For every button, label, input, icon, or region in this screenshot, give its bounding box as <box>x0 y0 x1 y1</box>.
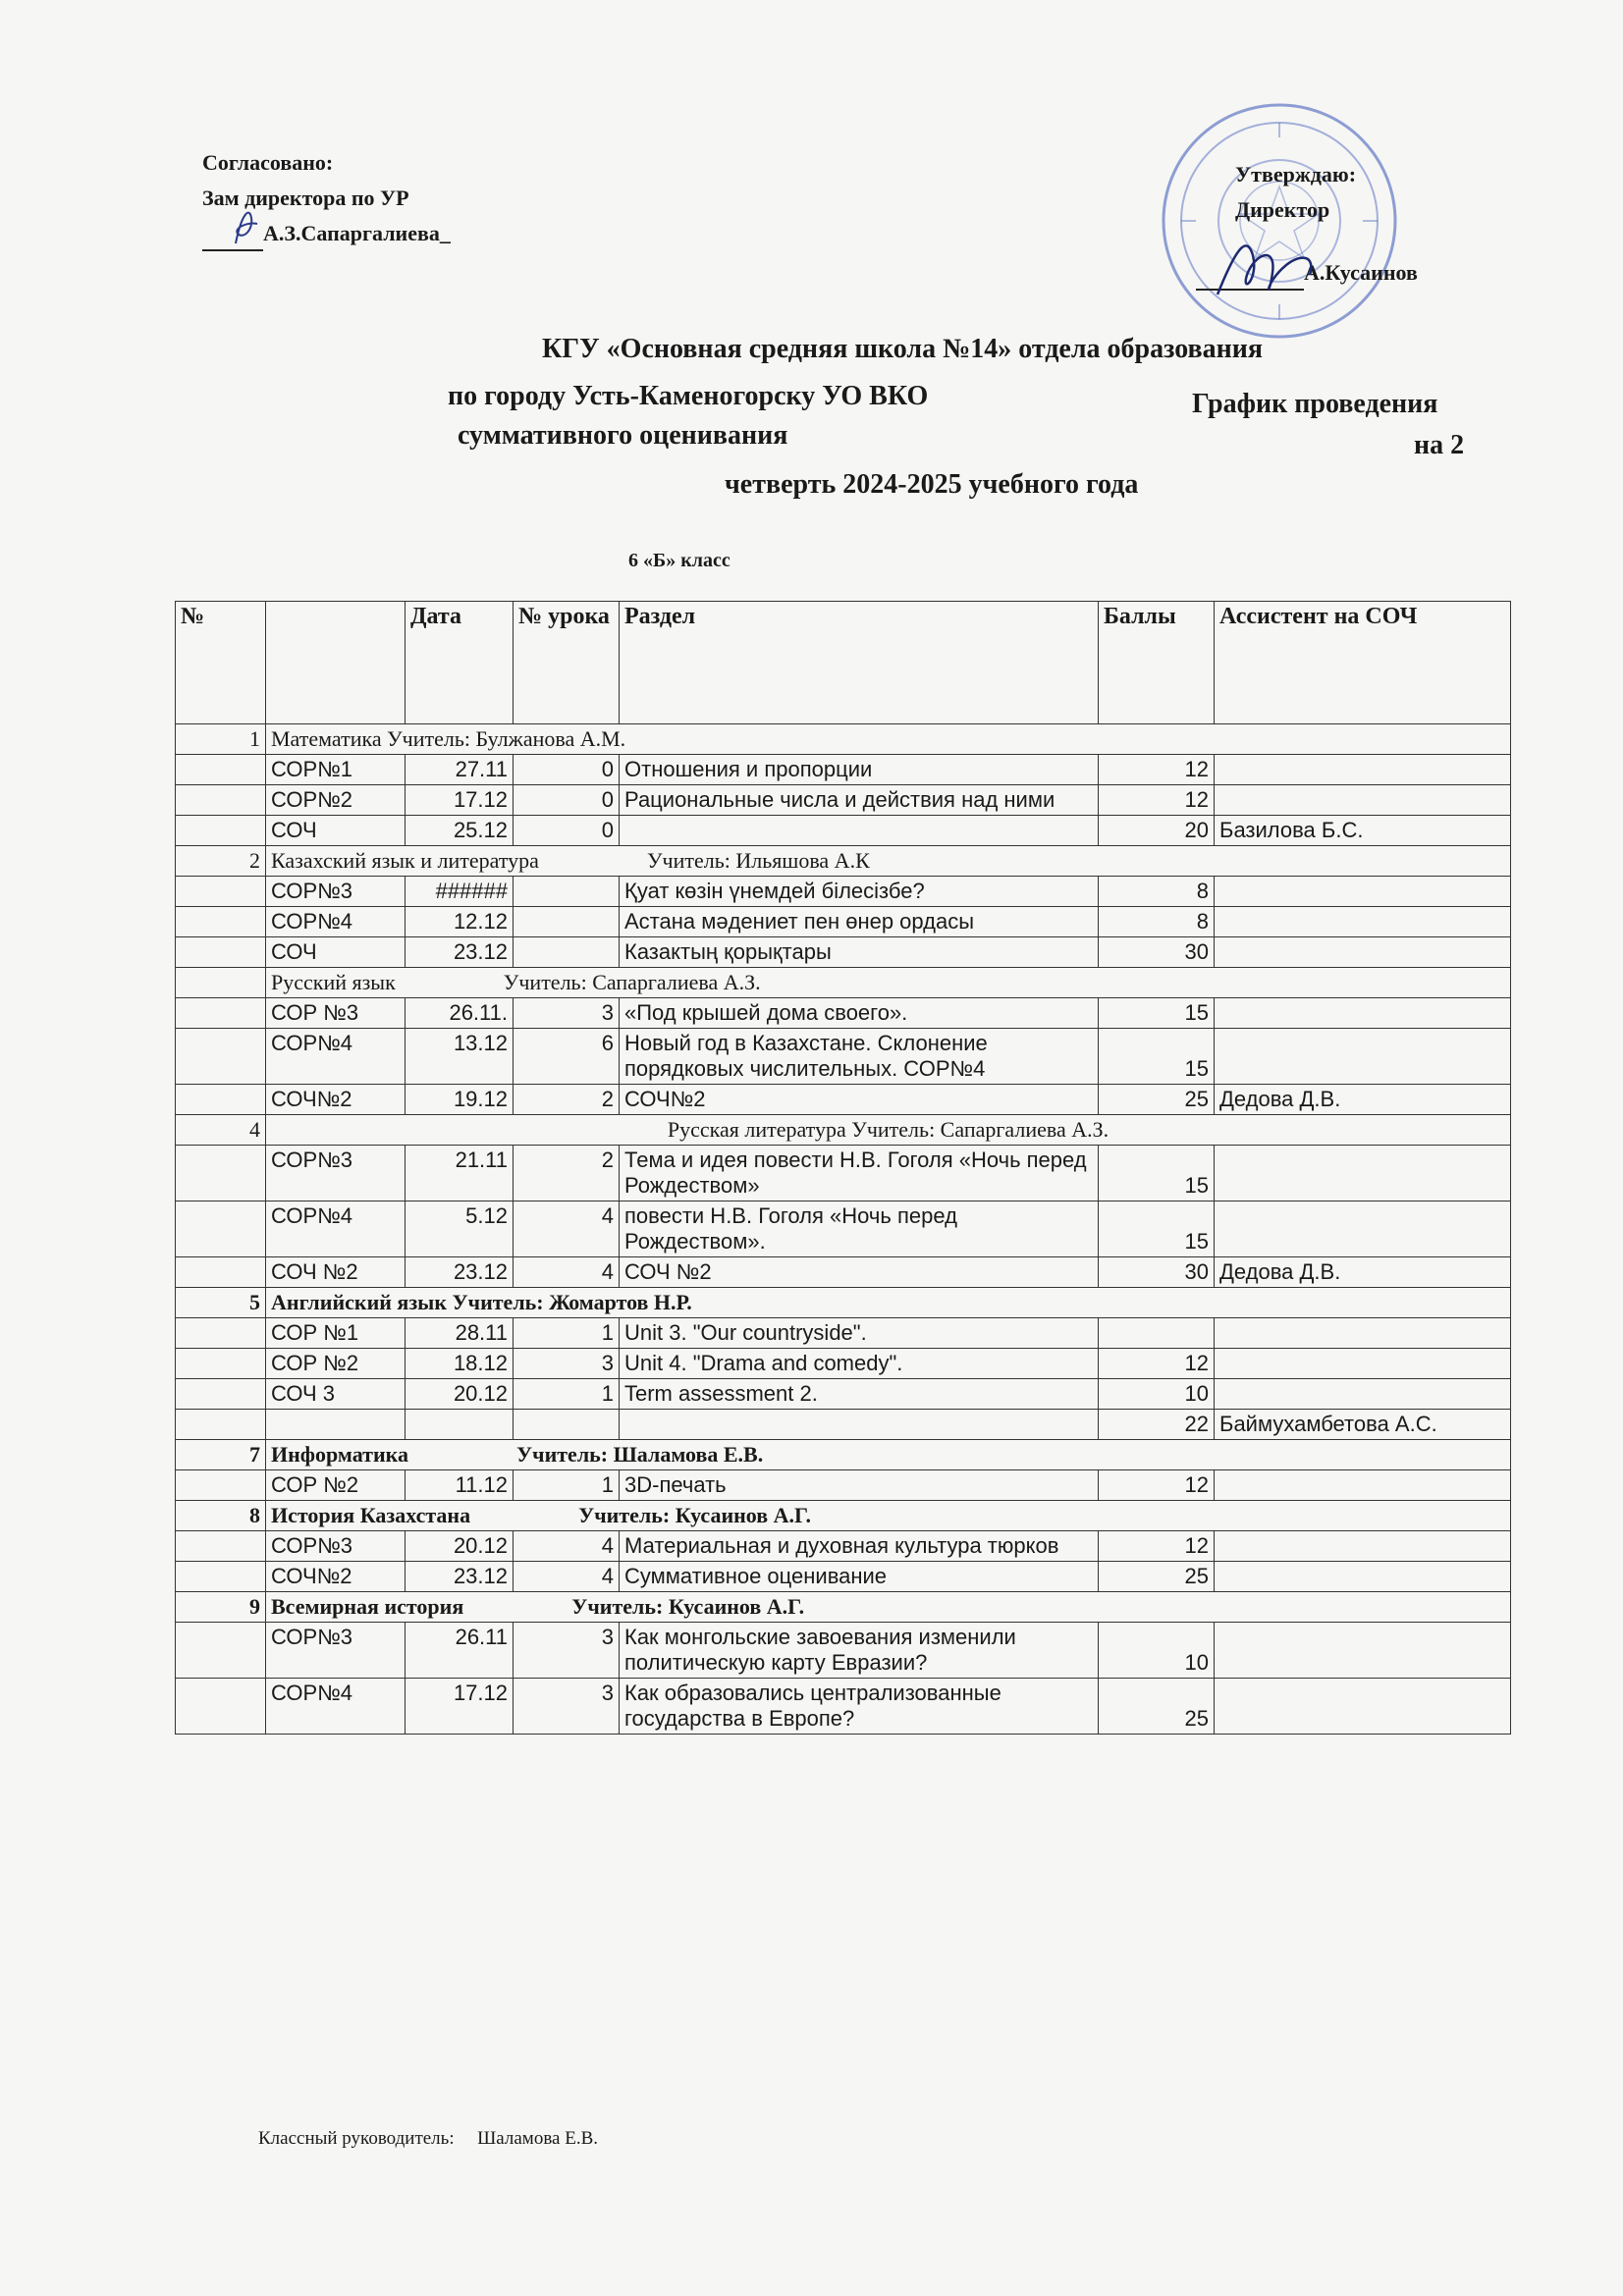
assessment-date: 11.12 <box>406 1470 514 1501</box>
assistant-name <box>1215 937 1511 968</box>
assessment-date: 20.12 <box>406 1379 514 1410</box>
subject-name: Казахский язык и литература <box>271 848 539 873</box>
assessment-name: СОР №2 <box>266 1349 406 1379</box>
title-line-3-left: суммативного оценивания <box>458 420 788 451</box>
points-value: 12 <box>1099 1531 1215 1562</box>
assistant-name <box>1215 1349 1511 1379</box>
header-num: № <box>176 602 266 724</box>
agreed-title: Согласовано: <box>202 150 334 175</box>
subject-name: Русская литература Учитель: Сапаргалиева А.З. <box>667 1117 1109 1142</box>
lesson-number: 3 <box>514 998 620 1029</box>
assistant-name: Базилова Б.С. <box>1215 816 1511 846</box>
assessment-name: СОР№1 <box>266 755 406 785</box>
assessment-date: 20.12 <box>406 1531 514 1562</box>
subject-index: 9 <box>176 1592 266 1623</box>
section-title: Қуат көзін үнемдей білесізбе? <box>620 877 1099 907</box>
assessment-name: СОЧ <box>266 937 406 968</box>
assessment-date <box>406 1410 514 1440</box>
subject-title <box>266 1592 1511 1623</box>
assistant-name <box>1215 1679 1511 1735</box>
row-index-cell <box>176 1085 266 1115</box>
lesson-number: 0 <box>514 755 620 785</box>
assessment-name: СОР№4 <box>266 1679 406 1735</box>
section-title: Новый год в Казахстане. Склонение порядковых числительных. СОР№4 <box>620 1029 1099 1085</box>
subject-title <box>266 846 1511 877</box>
lesson-number: 4 <box>514 1562 620 1592</box>
subject-row <box>176 1501 1511 1531</box>
points-value: 12 <box>1099 755 1215 785</box>
assessment-name: СОЧ 3 <box>266 1379 406 1410</box>
subject-name: Русский язык <box>271 970 396 994</box>
subject-teacher: Учитель: Шаламова Е.В. <box>516 1442 764 1467</box>
section-title: «Под крышей дома своего». <box>620 998 1099 1029</box>
section-title <box>620 1410 1099 1440</box>
points-value: 15 <box>1099 1146 1215 1201</box>
assistant-name <box>1215 1318 1511 1349</box>
subject-row <box>176 968 1511 998</box>
assessment-name: СОР№2 <box>266 785 406 816</box>
assistant-name <box>1215 1029 1511 1085</box>
approve-position: Директор <box>1235 197 1330 222</box>
row-index-cell <box>176 998 266 1029</box>
row-index-cell <box>176 877 266 907</box>
lesson-number <box>514 877 620 907</box>
assistant-name <box>1215 1531 1511 1562</box>
assessment-name: СОЧ №2 <box>266 1257 406 1288</box>
subject-row <box>176 1592 1511 1623</box>
header-name <box>266 602 406 724</box>
assistant-name <box>1215 877 1511 907</box>
lesson-number: 6 <box>514 1029 620 1085</box>
section-title: Term assessment 2. <box>620 1379 1099 1410</box>
title-line-2-right: График проведения <box>1192 389 1438 419</box>
assessment-date: 17.12 <box>406 785 514 816</box>
row-index-cell <box>176 1410 266 1440</box>
assessment-row <box>176 1029 1511 1085</box>
subject-row <box>176 724 1511 755</box>
agreed-signature <box>202 224 263 251</box>
class-label: 6 «Б» класс <box>628 550 730 571</box>
assessment-name: СОР №3 <box>266 998 406 1029</box>
assessment-row <box>176 1531 1511 1562</box>
header-lesson: № урока <box>514 602 620 724</box>
lesson-number: 1 <box>514 1470 620 1501</box>
assessment-name: СОР№3 <box>266 1623 406 1679</box>
lesson-number: 3 <box>514 1623 620 1679</box>
lesson-number: 0 <box>514 816 620 846</box>
assessment-date: 18.12 <box>406 1349 514 1379</box>
points-value: 15 <box>1099 1201 1215 1257</box>
points-value <box>1099 1318 1215 1349</box>
lesson-number: 0 <box>514 785 620 816</box>
agreed-trail: _ <box>439 221 451 245</box>
assessment-name: СОЧ№2 <box>266 1085 406 1115</box>
header-date: Дата <box>406 602 514 724</box>
title-line-2-left: по городу Усть-Каменогорску УО ВКО <box>448 381 929 411</box>
footer <box>258 2128 598 2150</box>
assessment-row <box>176 1623 1511 1679</box>
table-header-row <box>176 602 1511 724</box>
assessment-row <box>176 1349 1511 1379</box>
section-title: Суммативное оценивание <box>620 1562 1099 1592</box>
lesson-number: 4 <box>514 1201 620 1257</box>
lesson-number: 3 <box>514 1679 620 1735</box>
row-index-cell <box>176 785 266 816</box>
assessment-name: СОЧ <box>266 816 406 846</box>
assistant-name: Дедова Д.В. <box>1215 1085 1511 1115</box>
row-index-cell <box>176 937 266 968</box>
row-index-cell <box>176 1146 266 1201</box>
subject-row <box>176 1440 1511 1470</box>
handwritten-signature <box>228 204 267 249</box>
points-value: 12 <box>1099 1470 1215 1501</box>
section-title: Отношения и пропорции <box>620 755 1099 785</box>
assessment-row <box>176 1470 1511 1501</box>
assessment-date: 23.12 <box>406 1562 514 1592</box>
header-assistant: Ассистент на СОЧ <box>1215 602 1511 724</box>
assistant-name: Баймухамбетова А.С. <box>1215 1410 1511 1440</box>
subject-title <box>266 1288 1511 1318</box>
director-signature <box>1208 226 1325 314</box>
section-title: Как монгольские завоевания изменили политическую карту Евразии? <box>620 1623 1099 1679</box>
title-line-1: КГУ «Основная средняя школа №14» отдела образования <box>542 334 1264 364</box>
row-index-cell <box>176 1531 266 1562</box>
section-title: Рациональные числа и действия над ними <box>620 785 1099 816</box>
assistant-name <box>1215 1146 1511 1201</box>
row-index-cell <box>176 1029 266 1085</box>
assessment-row <box>176 1379 1511 1410</box>
section-title <box>620 816 1099 846</box>
agreed-signature-row <box>202 216 451 251</box>
assessment-row <box>176 907 1511 937</box>
assessment-row <box>176 998 1511 1029</box>
assessment-date: 5.12 <box>406 1201 514 1257</box>
header-section: Раздел <box>620 602 1099 724</box>
row-index-cell <box>176 1318 266 1349</box>
lesson-number: 3 <box>514 1349 620 1379</box>
footer-label: Классный руководитель: <box>258 2128 455 2149</box>
lesson-number <box>514 907 620 937</box>
assistant-name <box>1215 1201 1511 1257</box>
points-value: 20 <box>1099 816 1215 846</box>
points-value: 25 <box>1099 1562 1215 1592</box>
section-title: Материальная и духовная культура тюрков <box>620 1531 1099 1562</box>
assessment-name: СОР№3 <box>266 1146 406 1201</box>
row-index-cell <box>176 1562 266 1592</box>
lesson-number <box>514 1410 620 1440</box>
subject-teacher: Учитель: Кусаинов А.Г. <box>578 1503 812 1527</box>
subject-name: Всемирная история <box>271 1594 464 1619</box>
assessment-date: 12.12 <box>406 907 514 937</box>
subject-index: 5 <box>176 1288 266 1318</box>
row-index-cell <box>176 1349 266 1379</box>
points-value: 12 <box>1099 1349 1215 1379</box>
assessment-row <box>176 1201 1511 1257</box>
assessment-name: СОР№3 <box>266 1531 406 1562</box>
section-title: Unit 4. "Drama and comedy". <box>620 1349 1099 1379</box>
subject-title <box>266 724 1511 755</box>
lesson-number: 2 <box>514 1085 620 1115</box>
subject-name: Информатика <box>271 1442 409 1467</box>
assessment-row <box>176 1410 1511 1440</box>
assessment-name: СОР№3 <box>266 877 406 907</box>
section-title: Тема и идея повести Н.В. Гоголя «Ночь перед Рождеством» <box>620 1146 1099 1201</box>
assessment-date: 13.12 <box>406 1029 514 1085</box>
assessment-date: ###### <box>406 877 514 907</box>
assessment-row <box>176 785 1511 816</box>
agreed-position: Зам директора по УР <box>202 186 409 210</box>
row-index-cell <box>176 1623 266 1679</box>
assessment-date: 25.12 <box>406 816 514 846</box>
assessment-date: 27.11 <box>406 755 514 785</box>
subject-title <box>266 968 1511 998</box>
assistant-name: Дедова Д.В. <box>1215 1257 1511 1288</box>
assessment-name: СОР№4 <box>266 907 406 937</box>
points-value: 10 <box>1099 1379 1215 1410</box>
row-index-cell <box>176 907 266 937</box>
assessment-name: СОР№4 <box>266 1201 406 1257</box>
row-index-cell <box>176 1257 266 1288</box>
assessment-name: СОР№4 <box>266 1029 406 1085</box>
approve-title: Утверждаю: <box>1235 162 1357 187</box>
assessment-date: 23.12 <box>406 937 514 968</box>
section-title: повести Н.В. Гоголя «Ночь перед Рождеством». <box>620 1201 1099 1257</box>
subject-teacher: Учитель: Сапаргалиева А.З. <box>503 970 761 994</box>
assistant-name <box>1215 1623 1511 1679</box>
lesson-number: 4 <box>514 1257 620 1288</box>
subject-teacher: Учитель: Кусаинов А.Г. <box>571 1594 805 1619</box>
points-value: 30 <box>1099 1257 1215 1288</box>
subject-teacher: Учитель: Ильяшова А.К <box>646 848 870 873</box>
assessment-name: СОР №1 <box>266 1318 406 1349</box>
section-title: СОЧ№2 <box>620 1085 1099 1115</box>
points-value: 22 <box>1099 1410 1215 1440</box>
assistant-name <box>1215 755 1511 785</box>
lesson-number: 1 <box>514 1318 620 1349</box>
lesson-number: 4 <box>514 1531 620 1562</box>
assistant-name <box>1215 785 1511 816</box>
subject-index <box>176 968 266 998</box>
assessment-date: 26.11. <box>406 998 514 1029</box>
assessment-row <box>176 1257 1511 1288</box>
subject-title <box>266 1501 1511 1531</box>
section-title: Как образовались централизованные государства в Европе? <box>620 1679 1099 1735</box>
assistant-name <box>1215 998 1511 1029</box>
points-value: 10 <box>1099 1623 1215 1679</box>
assessment-row <box>176 877 1511 907</box>
points-value: 25 <box>1099 1085 1215 1115</box>
assessment-name: СОР №2 <box>266 1470 406 1501</box>
section-title: Астана мәдениет пен өнер ордасы <box>620 907 1099 937</box>
row-index-cell <box>176 755 266 785</box>
schedule-table <box>175 601 1511 1735</box>
points-value: 30 <box>1099 937 1215 968</box>
assessment-date: 28.11 <box>406 1318 514 1349</box>
subject-title <box>266 1440 1511 1470</box>
approve-name: А.Кусаинов <box>1304 260 1418 285</box>
subject-row <box>176 1288 1511 1318</box>
lesson-number: 2 <box>514 1146 620 1201</box>
row-index-cell <box>176 816 266 846</box>
agreed-name: А.З.Сапаргалиева <box>263 221 440 245</box>
assessment-date: 17.12 <box>406 1679 514 1735</box>
subject-name: История Казахстана <box>271 1503 471 1527</box>
assessment-row <box>176 816 1511 846</box>
subject-index: 7 <box>176 1440 266 1470</box>
section-title: 3D-печать <box>620 1470 1099 1501</box>
section-title: СОЧ №2 <box>620 1257 1099 1288</box>
subject-name: Математика Учитель: Булжанова А.М. <box>271 726 626 751</box>
assessment-row <box>176 1562 1511 1592</box>
points-value: 15 <box>1099 1029 1215 1085</box>
section-title: Казактың қорықтары <box>620 937 1099 968</box>
subject-index: 4 <box>176 1115 266 1146</box>
subject-index: 2 <box>176 846 266 877</box>
section-title: Unit 3. "Our countryside". <box>620 1318 1099 1349</box>
assistant-name <box>1215 1470 1511 1501</box>
assessment-row <box>176 937 1511 968</box>
assessment-row <box>176 755 1511 785</box>
lesson-number: 1 <box>514 1379 620 1410</box>
points-value: 8 <box>1099 907 1215 937</box>
assessment-row <box>176 1146 1511 1201</box>
assessment-row <box>176 1318 1511 1349</box>
assessment-date: 21.11 <box>406 1146 514 1201</box>
footer-name: Шаламова Е.В. <box>477 2128 599 2149</box>
row-index-cell <box>176 1679 266 1735</box>
row-index-cell <box>176 1470 266 1501</box>
table-body <box>176 724 1511 1735</box>
subject-index: 1 <box>176 724 266 755</box>
subject-row <box>176 1115 1511 1146</box>
lesson-number <box>514 937 620 968</box>
points-value: 15 <box>1099 998 1215 1029</box>
subject-title <box>266 1115 1511 1146</box>
row-index-cell <box>176 1379 266 1410</box>
points-value: 12 <box>1099 785 1215 816</box>
assistant-name <box>1215 1562 1511 1592</box>
assessment-row <box>176 1085 1511 1115</box>
header-points: Баллы <box>1099 602 1215 724</box>
points-value: 8 <box>1099 877 1215 907</box>
assistant-name <box>1215 1379 1511 1410</box>
assessment-name: СОЧ№2 <box>266 1562 406 1592</box>
subject-index: 8 <box>176 1501 266 1531</box>
points-value: 25 <box>1099 1679 1215 1735</box>
assessment-date: 26.11 <box>406 1623 514 1679</box>
assessment-name <box>266 1410 406 1440</box>
subject-name: Английский язык Учитель: Жомартов Н.Р. <box>271 1290 692 1314</box>
assessment-date: 19.12 <box>406 1085 514 1115</box>
subject-row <box>176 846 1511 877</box>
assessment-row <box>176 1679 1511 1735</box>
title-line-3-right: на 2 <box>1414 430 1465 460</box>
row-index-cell <box>176 1201 266 1257</box>
assessment-date: 23.12 <box>406 1257 514 1288</box>
title-line-4: четверть 2024-2025 учебного года <box>725 469 1139 500</box>
agreed-block <box>202 145 451 251</box>
assistant-name <box>1215 907 1511 937</box>
